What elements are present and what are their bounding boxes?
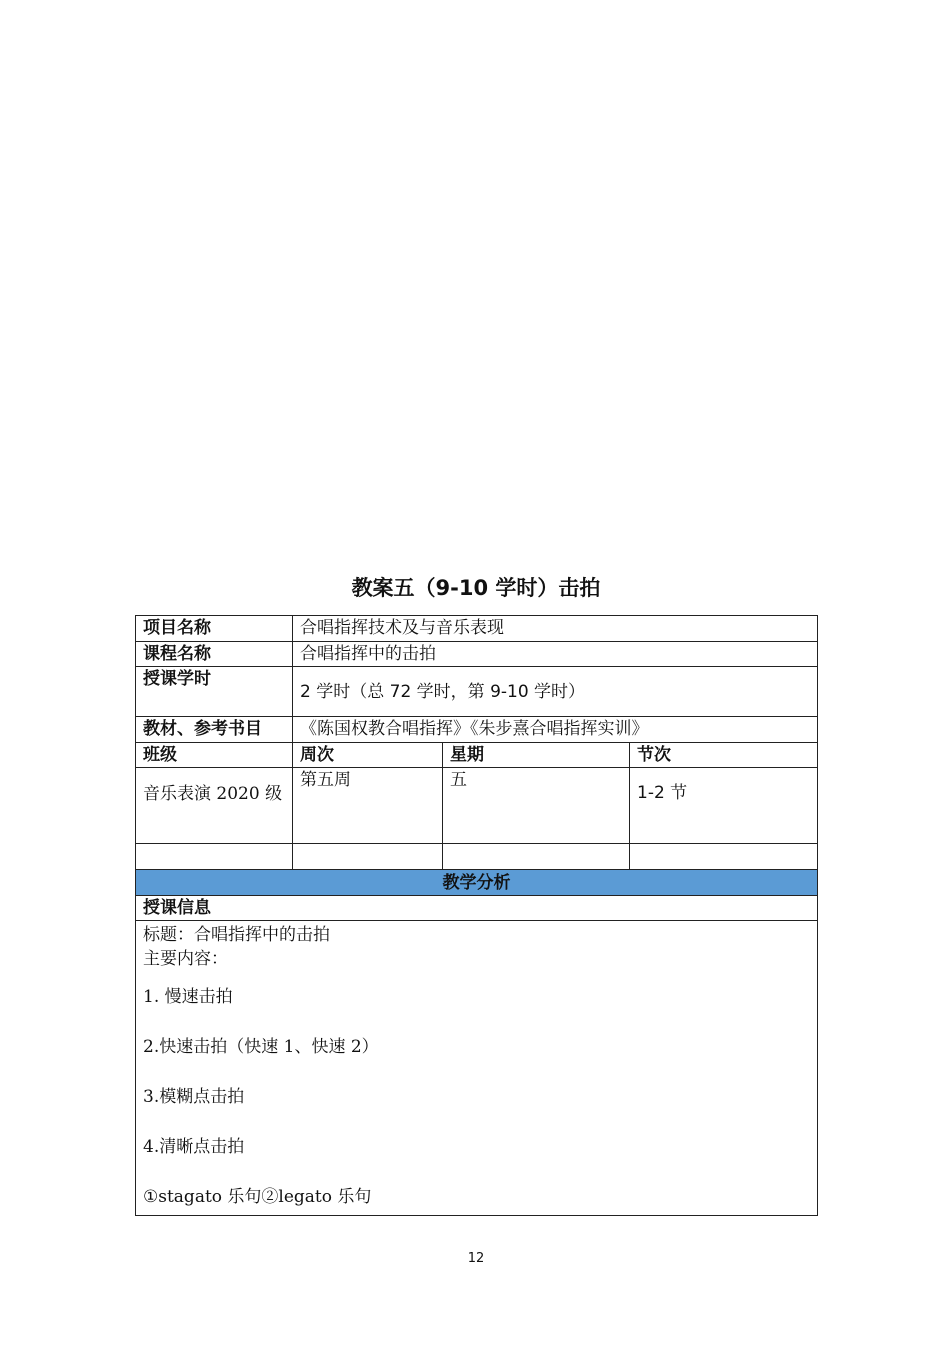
- info-label-row: [136, 896, 818, 921]
- analysis-banner: 教学分析: [136, 870, 818, 896]
- empty-cell: [136, 844, 293, 870]
- page-title: 教案五（9-10 学时）击拍: [351, 576, 601, 600]
- empty-cell: [293, 844, 443, 870]
- empty-cell: [630, 844, 818, 870]
- course-label: 课程名称: [136, 642, 293, 667]
- textbook-label: 教材、参考书目: [136, 717, 293, 743]
- class-header: 班级: [136, 743, 293, 768]
- day-header: 星期: [443, 743, 630, 768]
- period-header: 节次: [630, 743, 818, 768]
- day-value: 五: [443, 768, 630, 844]
- content-item: 4.清晰点击拍: [143, 1137, 245, 1157]
- hours-row: [136, 667, 818, 717]
- course-value: 合唱指挥中的击拍: [293, 642, 818, 667]
- empty-row: [136, 844, 818, 870]
- project-value: 合唱指挥技术及与音乐表现: [293, 616, 818, 642]
- content-item: ①stagato 乐句②legato 乐句: [143, 1187, 372, 1207]
- content-item: 3.模糊点击拍: [143, 1087, 245, 1107]
- schedule-header-row: [136, 743, 818, 768]
- schedule-value-row: [136, 768, 818, 844]
- project-label: 项目名称: [136, 616, 293, 642]
- page-number: 12: [467, 1251, 485, 1266]
- period-value: 1-2 节: [630, 768, 818, 844]
- course-row: [136, 642, 818, 667]
- topic-line: 标题：合唱指挥中的击拍: [143, 925, 330, 945]
- project-row: [136, 616, 818, 642]
- textbook-row: [136, 717, 818, 743]
- content-item: 2.快速击拍（快速 1、快速 2）: [143, 1037, 379, 1057]
- class-value: 音乐表演 2020 级: [136, 768, 293, 844]
- content-row: [136, 921, 818, 1216]
- week-value: 第五周: [293, 768, 443, 844]
- analysis-banner-row: [136, 870, 818, 896]
- info-label: 授课信息: [136, 896, 818, 921]
- hours-value: 2 学时（总 72 学时，第 9-10 学时）: [293, 667, 818, 717]
- empty-cell: [443, 844, 630, 870]
- content-label: 主要内容：: [143, 949, 228, 969]
- hours-label: 授课学时: [136, 667, 293, 717]
- week-header: 周次: [293, 743, 443, 768]
- textbook-value: 《陈国权教合唱指挥》《朱步熹合唱指挥实训》: [293, 717, 818, 743]
- lesson-plan-table: [135, 615, 818, 1216]
- content-cell: [136, 921, 818, 1216]
- content-item: 1. 慢速击拍: [143, 987, 233, 1007]
